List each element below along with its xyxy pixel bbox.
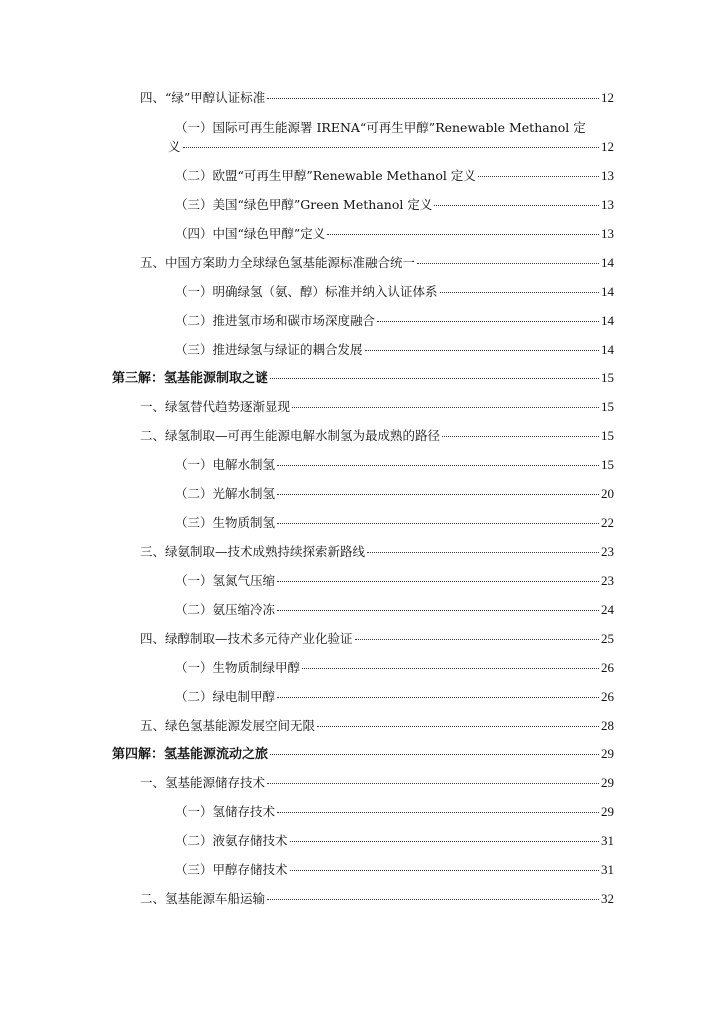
toc-leader-dots <box>267 783 599 784</box>
toc-leader-dots <box>478 176 599 177</box>
toc-entry-page: 15 <box>601 428 614 443</box>
toc-leader-dots <box>183 147 599 148</box>
toc-entry[interactable] <box>140 399 614 415</box>
toc-entry[interactable] <box>175 342 614 358</box>
toc-leader-dots <box>365 350 599 351</box>
toc-entry[interactable] <box>175 284 614 300</box>
toc-leader-dots <box>290 841 599 842</box>
toc-entry-page: 31 <box>601 862 614 877</box>
toc-entry[interactable] <box>140 90 614 106</box>
toc-entry-title: （三）甲醇存储技术 <box>175 862 288 877</box>
toc-entry-title-line1[interactable]: （一）国际可再生能源署 IRENA“可再生甲醇”Renewable Methanol 定 <box>175 120 586 135</box>
toc-leader-dots <box>277 697 599 698</box>
toc-entry-title: （四）中国“绿色甲醇”定义 <box>175 226 326 241</box>
toc-entry-page: 12 <box>601 139 614 154</box>
toc-entry-page: 26 <box>601 660 614 675</box>
toc-entry[interactable] <box>175 862 614 878</box>
toc-entry-page: 14 <box>601 284 614 299</box>
toc-entry-page: 14 <box>601 313 614 328</box>
toc-leader-dots <box>440 292 599 293</box>
toc-entry-title: （一）氢氮气压缩 <box>175 573 276 588</box>
toc-entry[interactable] <box>140 631 614 647</box>
toc-entry-page: 25 <box>601 631 614 646</box>
toc-entry[interactable] <box>175 168 614 184</box>
toc-leader-dots <box>277 610 599 611</box>
toc-entry[interactable] <box>140 775 614 791</box>
toc-leader-dots <box>277 494 599 495</box>
toc-entry-page: 20 <box>601 486 614 501</box>
toc-entry-title: （三）推进绿氢与绿证的耦合发展 <box>175 342 363 357</box>
toc-leader-dots <box>355 639 599 640</box>
toc-entry[interactable] <box>175 515 614 531</box>
toc-entry-title: 三、绿氨制取—技术成熟持续探索新路线 <box>140 544 366 559</box>
toc-entry[interactable] <box>175 804 614 820</box>
toc-entry-title: 二、绿氢制取—可再生能源电解水制氢为最成熟的路径 <box>140 428 441 443</box>
toc-entry-page: 23 <box>601 544 614 559</box>
toc-leader-dots <box>270 754 599 755</box>
toc-entry[interactable] <box>175 313 614 329</box>
toc-chapter-entry[interactable] <box>112 370 614 387</box>
toc-entry-title: （一）电解水制氢 <box>175 457 276 472</box>
toc-entry-title: （二）绿电制甲醇 <box>175 689 276 704</box>
toc-entry[interactable] <box>140 891 614 907</box>
toc-entry-page: 29 <box>601 746 614 761</box>
toc-entry[interactable] <box>175 486 614 502</box>
toc-entry-title: 一、氢基能源储存技术 <box>140 775 266 790</box>
toc-leader-dots <box>367 552 599 553</box>
toc-entry[interactable] <box>175 573 614 589</box>
toc-entry-title: （二）氨压缩冷冻 <box>175 602 276 617</box>
toc-leader-dots <box>434 205 599 206</box>
toc-entry[interactable] <box>140 544 614 560</box>
toc-leader-dots <box>290 870 599 871</box>
toc-entry-title: （一）明确绿氢（氨、醇）标准并纳入认证体系 <box>175 284 438 299</box>
toc-entry-title: （一）生物质制绿甲醇 <box>175 660 301 675</box>
toc-leader-dots <box>317 726 599 727</box>
toc-entry[interactable] <box>140 255 614 271</box>
toc-entry-page: 14 <box>601 342 614 357</box>
toc-entry-title: 五、中国方案助力全球绿色氢基能源标准融合统一 <box>140 255 416 270</box>
toc-entry-title: 第三解：氢基能源制取之谜 <box>112 371 269 386</box>
toc-entry-title: （二）推进氢市场和碳市场深度融合 <box>175 313 376 328</box>
toc-entry-page: 15 <box>601 370 614 385</box>
toc-entry-title: （二）光解水制氢 <box>175 486 276 501</box>
toc-entry[interactable] <box>175 197 614 213</box>
toc-entry-page: 22 <box>601 515 614 530</box>
toc-entry-page: 15 <box>601 457 614 472</box>
toc-entry-title: 五、绿色氢基能源发展空间无限 <box>140 718 316 733</box>
toc-entry-title: 一、绿氢替代趋势逐渐显现 <box>140 399 291 414</box>
toc-entry[interactable] <box>140 718 614 734</box>
toc-leader-dots <box>292 407 599 408</box>
toc-entry-page: 12 <box>601 90 614 105</box>
toc-entry[interactable] <box>175 833 614 849</box>
toc-entry-page: 26 <box>601 689 614 704</box>
toc-leader-dots <box>277 812 599 813</box>
toc-leader-dots <box>442 436 599 437</box>
toc-entry[interactable] <box>175 602 614 618</box>
toc-entry-title: （三）美国“绿色甲醇”Green Methanol 定义 <box>175 197 433 212</box>
toc-entry-title: 二、氢基能源车船运输 <box>140 891 266 906</box>
toc-entry-page: 13 <box>601 168 614 183</box>
toc-leader-dots <box>327 234 599 235</box>
toc-entry-page: 32 <box>601 891 614 906</box>
toc-entry-title-line2: 义 <box>168 139 181 154</box>
toc-entry-title: （二）欧盟“可再生甲醇”Renewable Methanol 定义 <box>175 168 476 183</box>
toc-leader-dots <box>267 899 599 900</box>
toc-entry-page: 15 <box>601 399 614 414</box>
toc-entry-page: 13 <box>601 226 614 241</box>
toc-leader-dots <box>277 465 599 466</box>
toc-entry[interactable] <box>175 660 614 676</box>
toc-entry-title: 四、“绿”甲醇认证标准 <box>140 90 266 105</box>
toc-entry-title: （三）生物质制氢 <box>175 515 276 530</box>
toc-leader-dots <box>417 263 599 264</box>
toc-entry-title: （一）氢储存技术 <box>175 804 276 819</box>
toc-leader-dots <box>277 523 599 524</box>
toc-entry-page: 29 <box>601 775 614 790</box>
toc-entry-page: 13 <box>601 197 614 212</box>
toc-entry-title: （二）液氨存储技术 <box>175 833 288 848</box>
toc-entry-page: 29 <box>601 804 614 819</box>
toc-entry-title: 第四解：氢基能源流动之旅 <box>112 747 269 762</box>
toc-chapter-entry[interactable] <box>112 746 614 763</box>
toc-entry[interactable] <box>175 226 614 242</box>
toc-entry[interactable] <box>175 457 614 473</box>
toc-leader-dots <box>377 321 599 322</box>
toc-entry-page: 14 <box>601 255 614 270</box>
toc-leader-dots <box>302 668 599 669</box>
toc-leader-dots <box>267 98 599 99</box>
toc-entry[interactable] <box>175 689 614 705</box>
toc-entry-title: 四、绿醇制取—技术多元待产业化验证 <box>140 631 353 646</box>
toc-leader-dots <box>277 581 599 582</box>
toc-entry-page: 31 <box>601 833 614 848</box>
toc-entry-page: 23 <box>601 573 614 588</box>
toc-entry-page: 24 <box>601 602 614 617</box>
toc-entry[interactable] <box>140 428 614 444</box>
toc-leader-dots <box>270 378 599 379</box>
toc-entry-page: 28 <box>601 718 614 733</box>
toc-entry[interactable] <box>168 139 614 155</box>
